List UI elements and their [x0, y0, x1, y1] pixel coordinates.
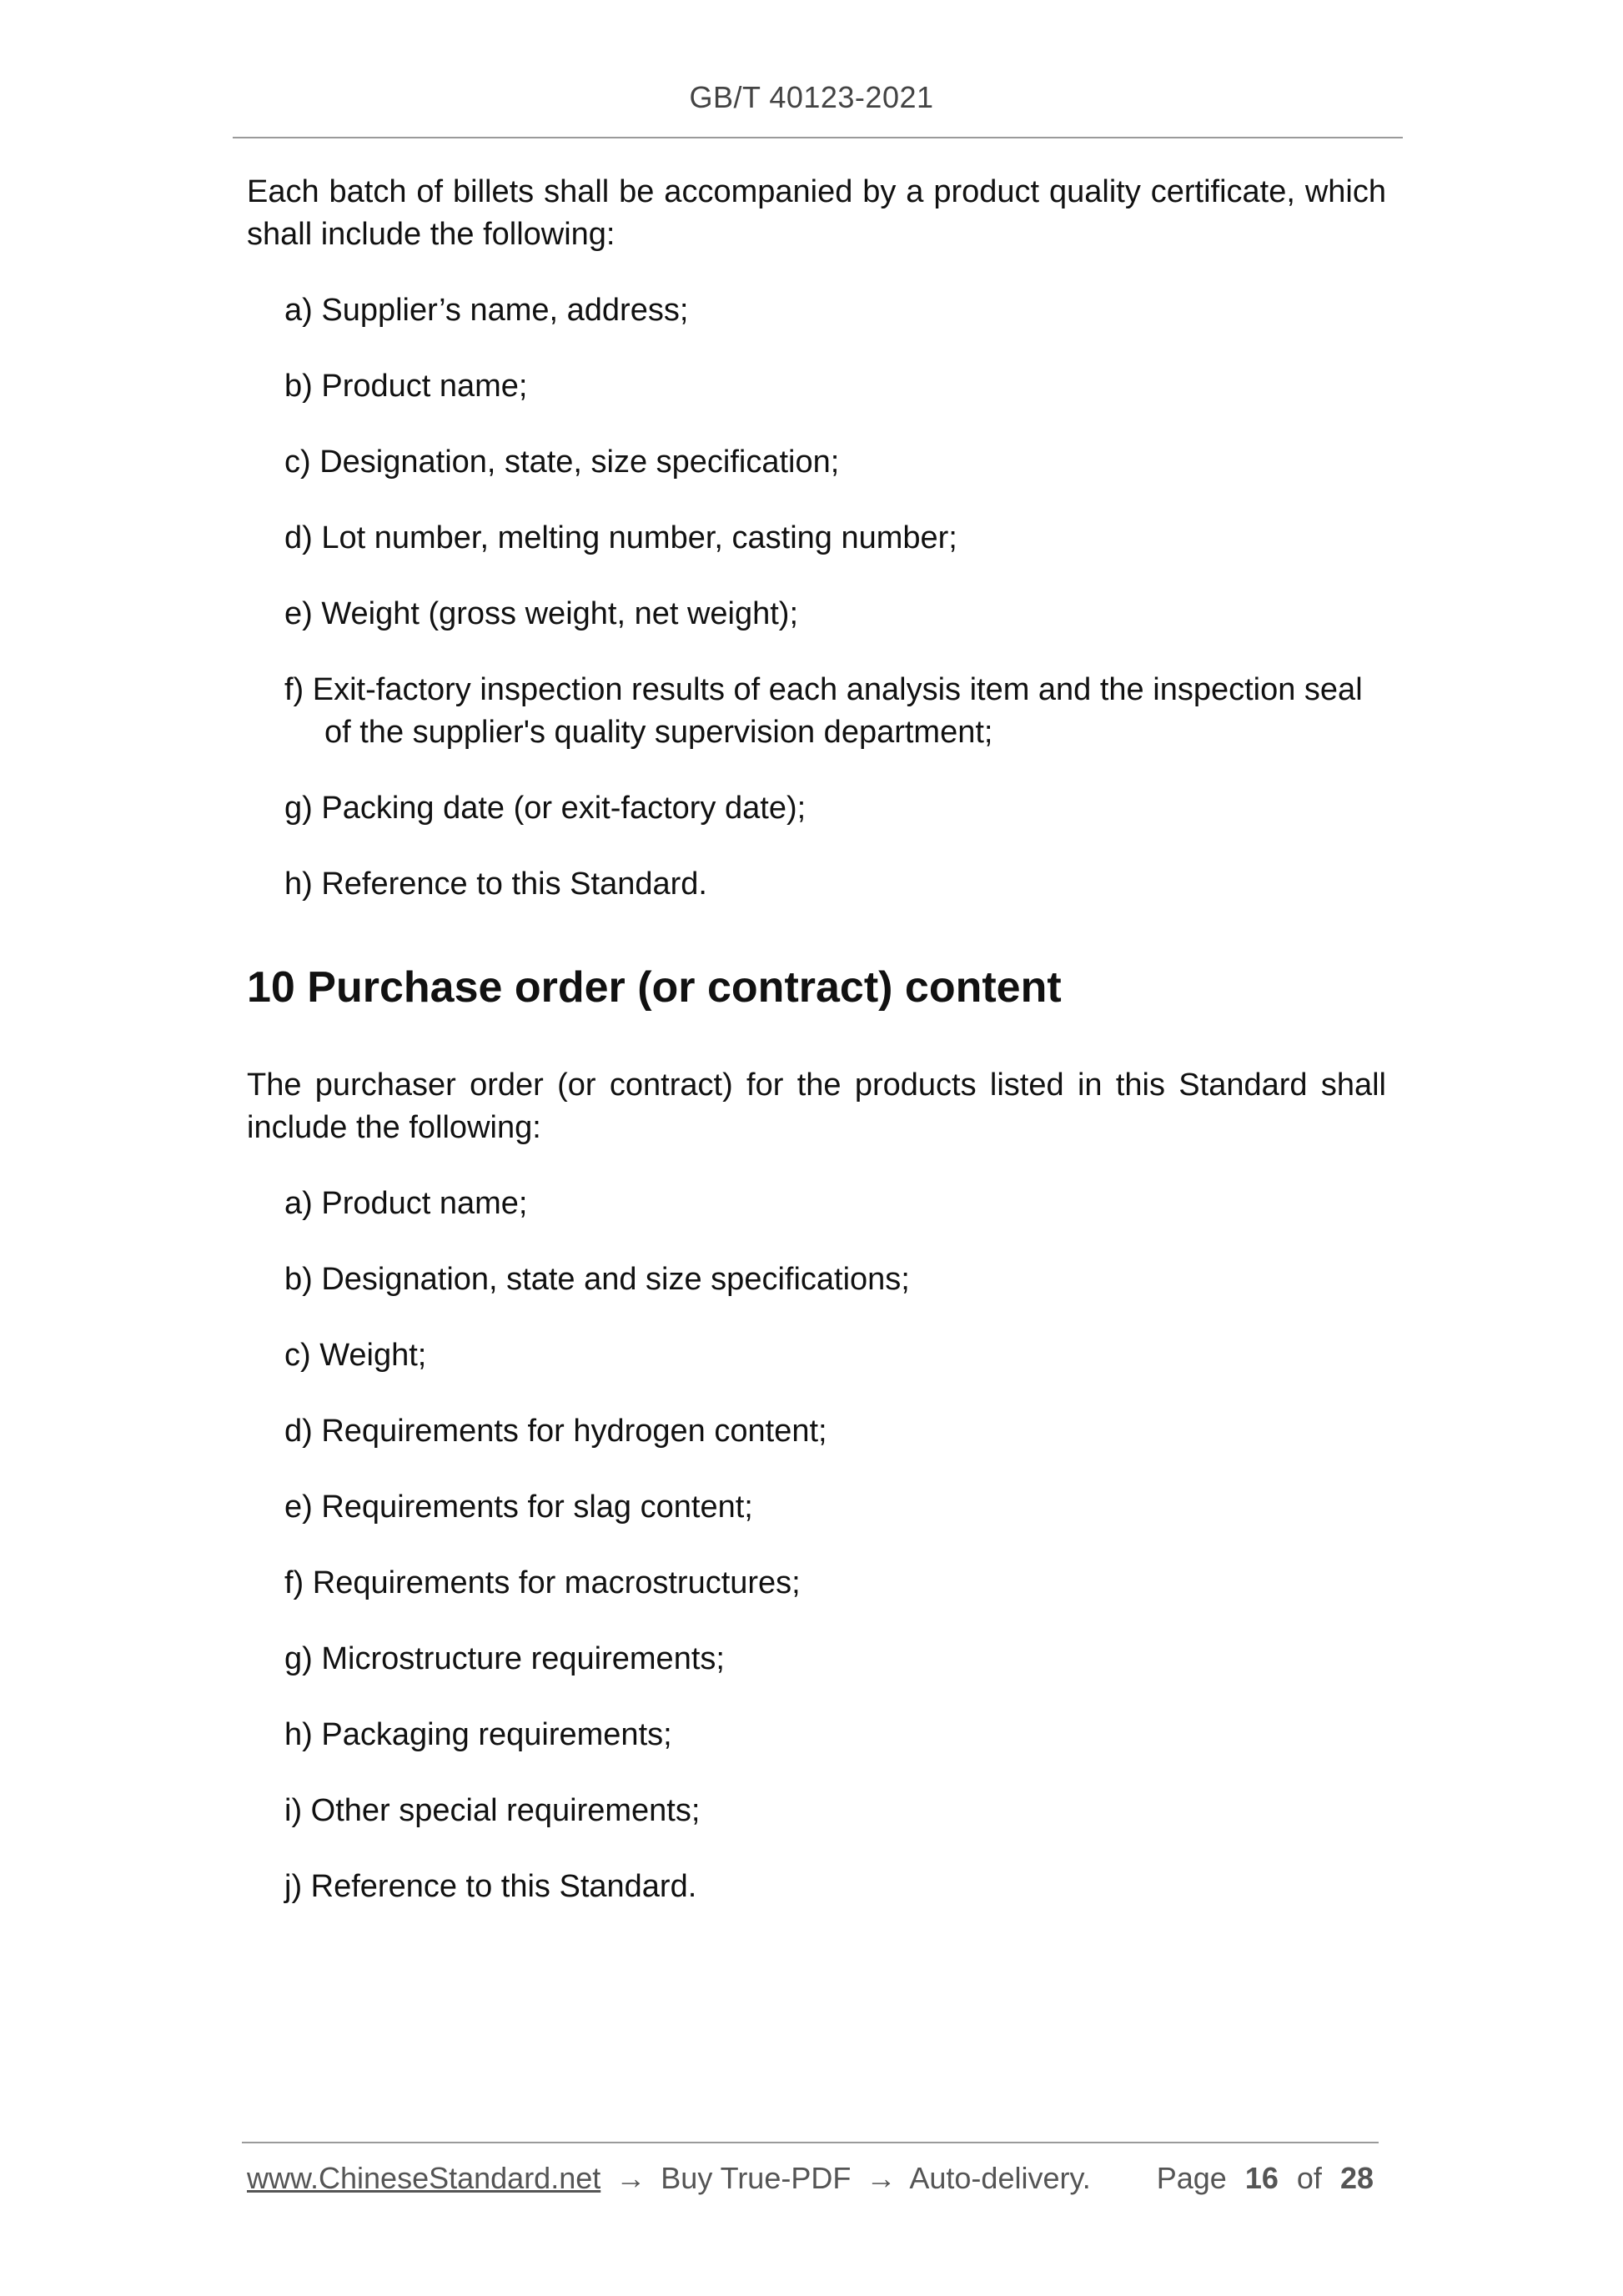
- header-divider: [233, 137, 1403, 138]
- arrow-right-icon: →: [616, 2161, 646, 2195]
- list-item: g) Microstructure requirements;: [284, 1641, 725, 1676]
- page-of-label: of: [1296, 2161, 1322, 2195]
- arrow-right-icon: →: [866, 2161, 897, 2195]
- delivery-text: Auto-delivery.: [909, 2161, 1091, 2195]
- section-heading: 10 Purchase order (or contract) content: [247, 963, 1062, 1012]
- page-footer: [247, 2160, 1379, 2197]
- list-item: f) Exit-factory inspection results of each analysis item and the inspection seal of the supplier's quality supervision department;: [284, 672, 1363, 750]
- footer-divider: [242, 2142, 1379, 2143]
- purchase-order-item-list: [247, 1183, 1386, 1908]
- list-item: e) Requirements for slag content;: [284, 1490, 753, 1525]
- buy-text: Buy True-PDF: [661, 2161, 852, 2195]
- list-item: d) Lot number, melting number, casting number;: [284, 520, 957, 555]
- list-item: c) Weight;: [284, 1338, 427, 1373]
- certificate-intro-paragraph: Each batch of billets shall be accompanied by a product quality certificate, which shall include the following:: [247, 174, 1386, 252]
- list-item: f) Requirements for macrostructures;: [284, 1565, 801, 1600]
- document-body: [247, 171, 1386, 1908]
- list-item: c) Designation, state, size specification;: [284, 445, 840, 480]
- page-current: 16: [1244, 2161, 1279, 2195]
- page-total: 28: [1339, 2161, 1374, 2195]
- purchase-order-intro-paragraph: The purchaser order (or contract) for the products listed in this Standard shall include the following:: [247, 1068, 1386, 1145]
- list-item: b) Designation, state and size specifications;: [284, 1262, 910, 1297]
- list-item: b) Product name;: [284, 369, 528, 404]
- certificate-item-list: [247, 289, 1386, 906]
- page-indicator: [1152, 2160, 1379, 2197]
- list-item: d) Requirements for hydrogen content;: [284, 1414, 827, 1449]
- list-item: j) Reference to this Standard.: [284, 1869, 697, 1904]
- website-link[interactable]: www.ChineseStandard.net: [247, 2161, 601, 2195]
- list-item: a) Product name;: [284, 1186, 528, 1221]
- list-item: h) Reference to this Standard.: [284, 867, 707, 902]
- document-code-header: GB/T 40123-2021: [689, 80, 934, 114]
- list-item: g) Packing date (or exit-factory date);: [284, 791, 806, 826]
- page-label: Page: [1156, 2161, 1227, 2195]
- list-item: a) Supplier’s name, address;: [284, 293, 689, 328]
- list-item: h) Packaging requirements;: [284, 1717, 672, 1752]
- footer-promo: [247, 2160, 1091, 2197]
- list-item: i) Other special requirements;: [284, 1793, 701, 1828]
- list-item: e) Weight (gross weight, net weight);: [284, 596, 799, 631]
